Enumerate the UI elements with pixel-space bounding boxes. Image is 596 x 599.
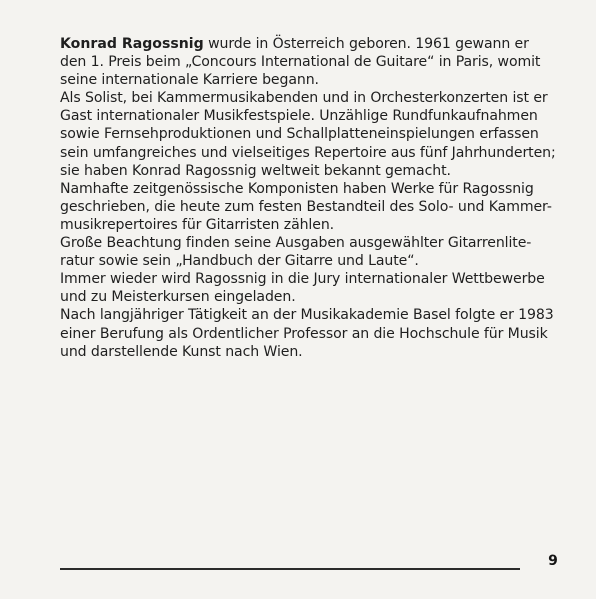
biography-text xyxy=(60,35,556,361)
text-line: Als Solist, bei Kammermusikabenden und in Orchesterkonzerten ist er xyxy=(60,90,548,107)
text-line: musikrepertoires für Gitarristen zählen. xyxy=(60,216,335,233)
text-line: Nach langjähriger Tätigkeit an der Musikakademie Basel folgte er 1983 xyxy=(60,307,554,324)
artist-name: Konrad Ragossnig xyxy=(60,36,204,52)
text-line: und zu Meisterkursen eingeladen. xyxy=(60,289,296,306)
text-line: einer Berufung als Ordentlicher Professor an die Hochschule für Musik xyxy=(60,325,548,342)
footer-divider xyxy=(60,568,520,570)
text-line: sie haben Konrad Ragossnig weltweit bekannt gemacht. xyxy=(60,162,451,179)
text-line: seine internationale Karriere begann. xyxy=(60,72,319,89)
text-line xyxy=(60,35,535,53)
text-line: den 1. Preis beim „Concours International de Guitare“ in Paris, womit xyxy=(60,54,541,71)
text-line: Immer wieder wird Ragossnig in die Jury internationaler Wettbewerbe xyxy=(60,271,545,288)
paragraph-publications xyxy=(60,234,535,270)
text-line: ratur sowie sein „Handbuch der Gitarre und Laute“. xyxy=(60,253,419,270)
text-line: sowie Fernsehproduktionen und Schallplatteneinspielungen erfassen xyxy=(60,126,539,143)
paragraph-soloist xyxy=(60,89,556,179)
text-line: sein umfangreiches und vielseitiges Repertoire aus fünf Jahrhunderten; xyxy=(60,144,556,161)
paragraph-jury xyxy=(60,270,545,306)
text-line: geschrieben, die heute zum festen Bestandteil des Solo- und Kammer- xyxy=(60,198,552,215)
text-line: und darstellende Kunst nach Wien. xyxy=(60,343,303,360)
text-line: Große Beachtung finden seine Ausgaben ausgewählter Gitarrenlite- xyxy=(60,235,532,252)
paragraph-composers xyxy=(60,180,552,234)
paragraph-professorship xyxy=(60,306,554,360)
paragraph-introduction xyxy=(60,35,541,89)
line-text: wurde in Österreich geboren. 1961 gewann er xyxy=(203,36,529,52)
page-number: 9 xyxy=(548,553,558,569)
text-line: Gast internationaler Musikfestspiele. Unzählige Rundfunkaufnahmen xyxy=(60,108,538,125)
text-line: Namhafte zeitgenössische Komponisten haben Werke für Ragossnig xyxy=(60,180,534,197)
